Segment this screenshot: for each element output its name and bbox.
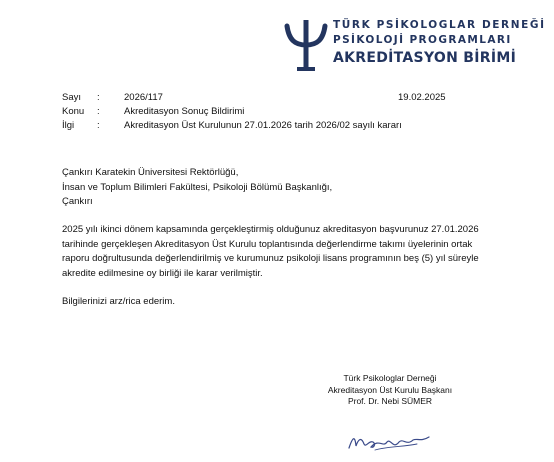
logo-line-association: TÜRK PSİKOLOGLAR DERNEĞİ	[333, 19, 546, 31]
address-line: İnsan ve Toplum Bilimleri Fakültesi, Psikoloji Bölümü Başkanlığı,	[62, 181, 333, 193]
letter-body	[62, 223, 522, 282]
signatory-name: Prof. Dr. Nebi SÜMER	[347, 396, 433, 406]
address-line: Çankırı	[62, 196, 93, 208]
closing-line: Bilgilerinizi arz/rica ederim.	[62, 296, 175, 307]
body-line: 2025 yılı ikinci dönem kapsamında gerçekleştirmiş olduğunuz akreditasyon başvurunuz 27.01.2026	[62, 224, 479, 235]
letter-date: 19.02.2025	[398, 92, 446, 103]
meta-label: İlgi	[62, 120, 75, 131]
logo-text	[333, 18, 546, 68]
meta-label: Konu	[62, 106, 85, 117]
psi-symbol-icon	[283, 18, 329, 72]
signature-block	[300, 373, 480, 408]
handwritten-signature	[345, 428, 435, 456]
body-line: tarihinde gerçekleşen Akreditasyon Üst Kurulu toplantısında değerlendirme takımı üyelerinin ortak	[62, 238, 473, 250]
recipient-address	[62, 166, 332, 210]
meta-value: 2026/117	[124, 92, 163, 103]
meta-separator: :	[97, 106, 100, 117]
logo-line-programs: PSİKOLOJİ PROGRAMLARI	[333, 34, 512, 46]
letterhead-logo	[283, 18, 546, 72]
logo-line-unit: AKREDİTASYON BİRİMİ	[333, 50, 517, 66]
meta-separator: :	[97, 120, 100, 131]
meta-label: Sayı	[62, 92, 82, 103]
signatory-role: Akreditasyon Üst Kurulu Başkanı	[327, 384, 453, 395]
meta-value: Akreditasyon Sonuç Bildirimi	[124, 106, 245, 117]
meta-separator: :	[97, 92, 100, 103]
body-line: akredite edilmesine oy birliği ile karar verilmiştir.	[62, 268, 263, 280]
meta-value: Akreditasyon Üst Kurulunun 27.01.2026 tarih 2026/02 sayılı kararı	[124, 120, 402, 131]
address-line: Çankırı Karatekin Üniversitesi Rektörlüğü,	[62, 167, 239, 178]
signatory-org: Türk Psikologlar Derneği	[343, 373, 437, 383]
body-line: raporu doğrultusunda değerlendirilmiş ve kurumunuz psikoloji lisans programının beş (5) yıl süreyle	[62, 253, 479, 265]
